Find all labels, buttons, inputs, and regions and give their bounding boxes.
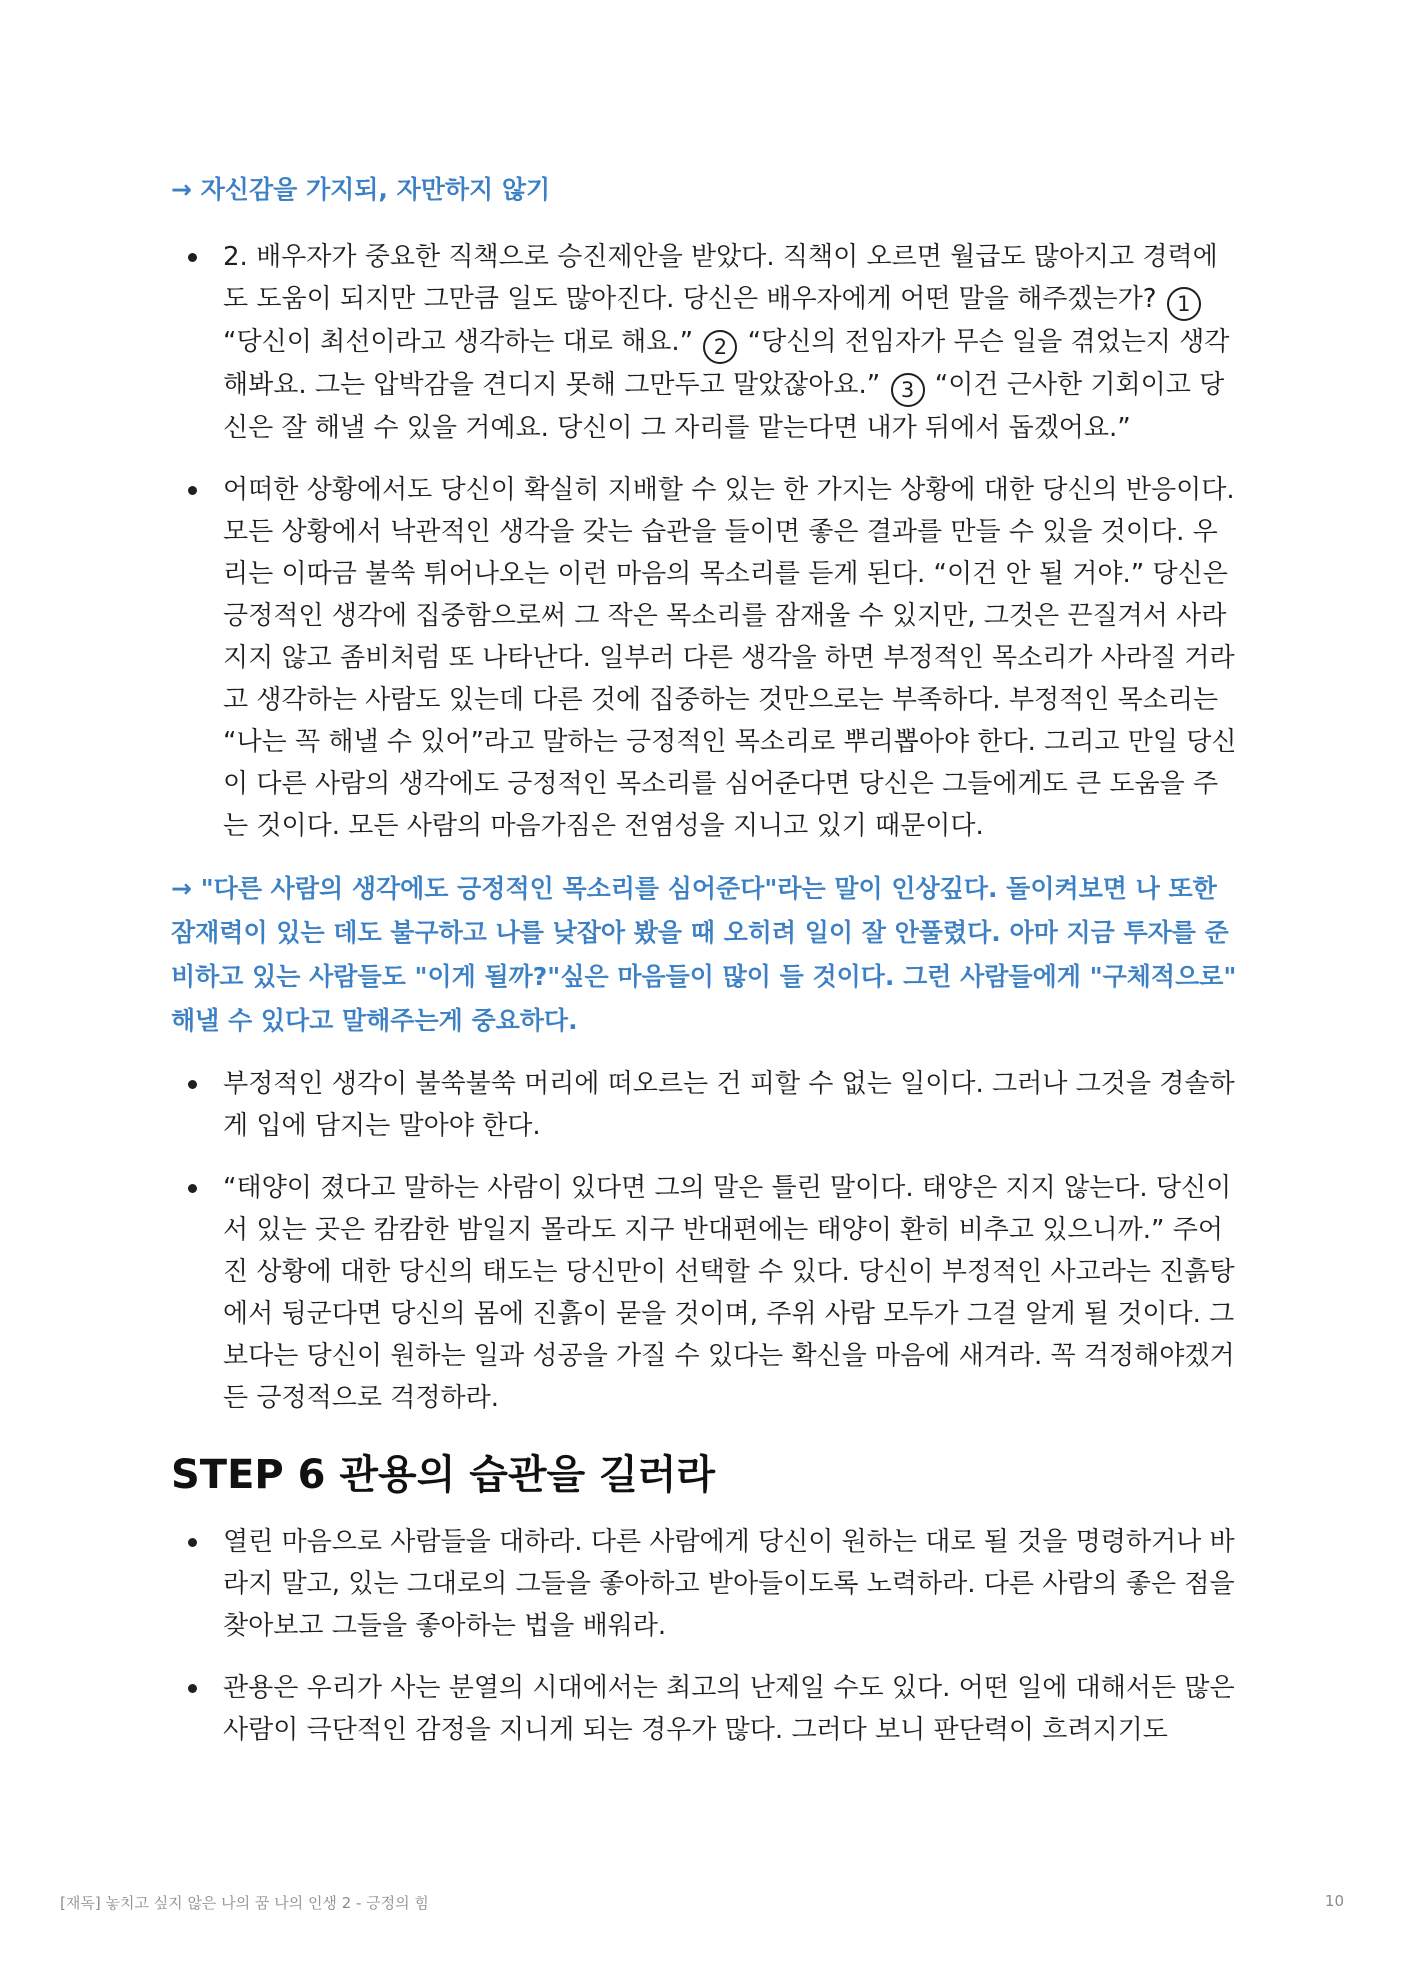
option-text: “당신이 최선이라고 생각하는 대로 해요.” — [223, 327, 694, 357]
option-text: “당신의 전임자가 무슨 일을 겪었는지 생각해봐요. 그는 압박감을 견디지 못해 그만두고 말았잖아요.” — [223, 327, 1230, 400]
option-text: “이건 근사한 기회이고 당신은 잘 해낼 수 있을 거예요. 당신이 그 자리를 맡는다면 내가 뒤에서 돕겠어요.” — [223, 370, 1225, 443]
bullet-icon — [188, 1538, 197, 1547]
list-item-text: 어떠한 상황에서도 당신이 확실히 지배할 수 있는 한 가지는 상황에 대한 당신의 반응이다. 모든 상황에서 낙관적인 생각을 갖는 습관을 들이면 좋은 결과를 만들 수 있을 것이다. 우리는 이따금 불쑥 튀어나오는 이런 마음의 목소리를 듣게 된다. “이건 안 될 거야.” 당신은 긍정적인 생각에 집중함으로써 그 작은 목소리를 잠재울 수 있지만, 그것은 끈질겨서 사라지지 않고 좀비처럼 또 나타난다. 일부러 다른 생각을 하면 부정적인 목소리가 사라질 거라고 생각하는 사람도 있는데 다른 것에 집중하는 것만으로는 부족하다. 부정적인 목소리는 “나는 꼭 해낼 수 있어”라고 말하는 긍정적인 목소리로 뿌리뽑아야 한다. 그리고 만일 당신이 다른 사람의 생각에도 긍정적인 목소리를 심어준다면 당신은 그들에게도 큰 도움을 주는 것이다. 모든 사람의 마음가짐은 전염성을 지니고 있기 때문이다. — [223, 475, 1237, 841]
list-item-text: 열린 마음으로 사람들을 대하라. 다른 사람에게 당신이 원하는 대로 될 것을 명령하거나 바라지 말고, 있는 그대로의 그들을 좋아하고 받아들이도록 노력하라. 다른 사람의 좋은 점을 찾아보고 그들을 좋아하는 법을 배워라. — [223, 1527, 1235, 1641]
footer-title: [재독] 놓치고 싶지 않은 나의 꿈 나의 인생 2 - 긍정의 힘 — [60, 1894, 429, 1912]
bullet-list — [171, 1063, 1241, 1419]
highlight-note: → "다른 사람의 생각에도 긍정적인 목소리를 심어준다"라는 말이 인상깊다. 돌이켜보면 나 또한 잠재력이 있는 데도 불구하고 나를 낮잡아 봤을 때 오히려 일이 잘 안풀렸다. 아마 지금 투자를 준비하고 있는 사람들도 "이게 될까?"싶은 마음들이 많이 들 것이다. 그런 사람들에게 "구체적으로" 해낼 수 있다고 말해주는게 중요하다. — [171, 874, 1237, 1035]
section-heading: STEP 6 관용의 습관을 길러라 — [171, 1452, 716, 1498]
circled-number-icon: 2 — [703, 330, 737, 364]
list-item — [171, 469, 1241, 847]
page-content — [171, 168, 1241, 1771]
list-item — [171, 1063, 1241, 1147]
list-item — [171, 1521, 1241, 1647]
list-item-text: “태양이 졌다고 말하는 사람이 있다면 그의 말은 틀린 말이다. 태양은 지지 않는다. 당신이 서 있는 곳은 캄캄한 밤일지 몰라도 지구 반대편에는 태양이 환히 비추고 있으니까.” 주어진 상황에 대한 당신의 태도는 당신만이 선택할 수 있다. 당신이 부정적인 사고라는 진흙탕에서 뒹군다면 당신의 몸에 진흙이 묻을 것이며, 주위 사람 모두가 그걸 알게 될 것이다. 그보다는 당신이 원하는 일과 성공을 가질 수 있다는 확신을 마음에 새겨라. 꼭 걱정해야겠거든 긍정적으로 걱정하라. — [223, 1173, 1235, 1413]
highlight-note: → 자신감을 가지되, 자만하지 않기 — [171, 175, 551, 204]
question-text: 2. 배우자가 중요한 직책으로 승진제안을 받았다. 직책이 오르면 월급도 많아지고 경력에도 도움이 되지만 그만큼 일도 많아진다. 당신은 배우자에게 어떤 말을 해주겠는가? — [223, 242, 1218, 314]
list-item — [171, 1667, 1241, 1751]
bullet-icon — [188, 486, 197, 495]
bullet-icon — [188, 1080, 197, 1089]
bullet-icon — [188, 253, 197, 262]
page-number: 10 — [1324, 1892, 1344, 1910]
circled-number-icon: 3 — [891, 373, 925, 407]
bullet-list — [171, 236, 1241, 847]
list-item — [171, 1167, 1241, 1419]
bullet-icon — [188, 1684, 197, 1693]
list-item-text: 부정적인 생각이 불쑥불쑥 머리에 떠오르는 건 피할 수 없는 일이다. 그러나 그것을 경솔하게 입에 담지는 말아야 한다. — [223, 1069, 1235, 1141]
circled-number-icon: 1 — [1167, 287, 1201, 321]
list-item-text: 관용은 우리가 사는 분열의 시대에서는 최고의 난제일 수도 있다. 어떤 일에 대해서든 많은 사람이 극단적인 감정을 지니게 되는 경우가 많다. 그러다 보니 판단력이 흐려지기도 — [223, 1673, 1235, 1745]
bullet-list — [171, 1521, 1241, 1751]
bullet-icon — [188, 1184, 197, 1193]
list-item — [171, 236, 1241, 449]
